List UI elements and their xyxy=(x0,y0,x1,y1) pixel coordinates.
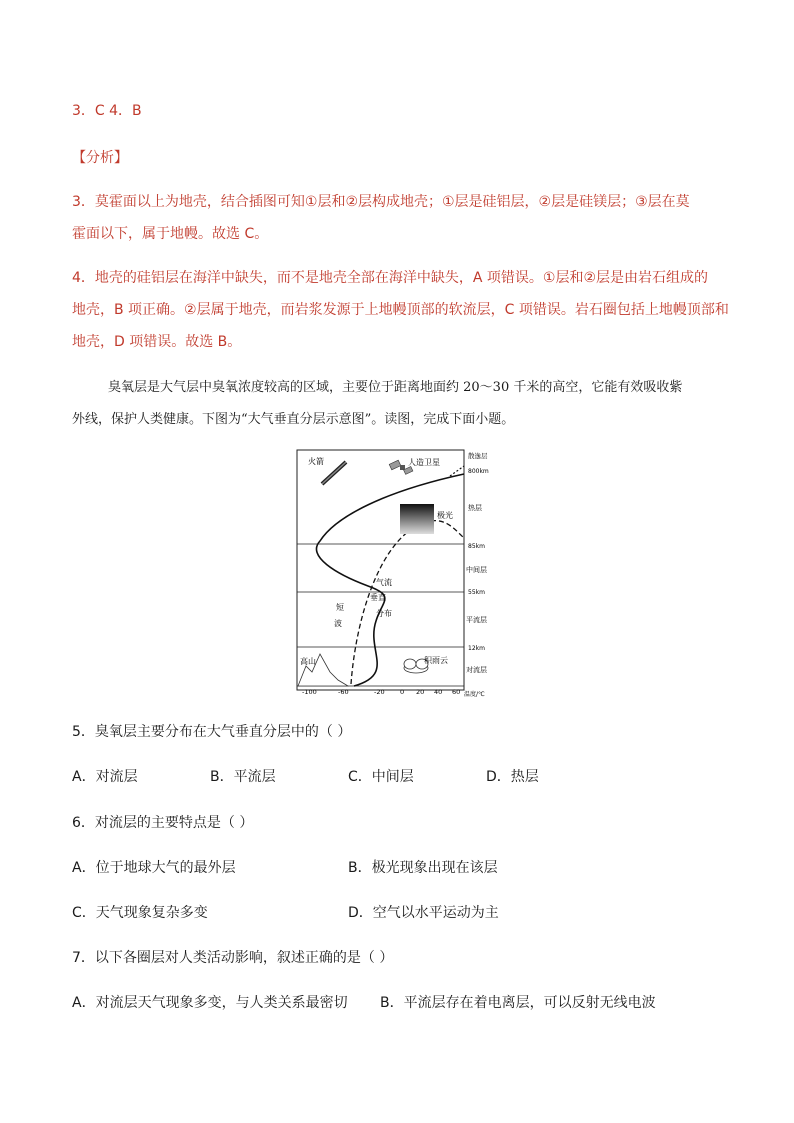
label-cloud: 积雨云 xyxy=(424,656,448,665)
q7-stem: 7．以下各圈层对人类活动影响，叙述正确的是（ ） xyxy=(72,950,394,966)
q6-option-a[interactable]: A．位于地球大气的最外层 xyxy=(72,860,236,876)
label-mountain: 高山 xyxy=(300,657,316,666)
label-airflow-1: 气流 xyxy=(376,578,392,587)
label-airflow-3: 分布 xyxy=(376,609,392,618)
q7-option-a[interactable]: A．对流层天气现象多变，与人类关系最密切 xyxy=(72,995,348,1011)
q5-stem: 5．臭氧层主要分布在大气垂直分层中的（ ） xyxy=(72,724,352,740)
x-unit: 温度/℃ xyxy=(464,691,485,698)
q5-option-a[interactable]: A．对流层 xyxy=(72,769,138,785)
label-shortwave-1: 短 xyxy=(336,603,344,612)
figure-frame xyxy=(297,450,464,690)
altitude-800km: 800km xyxy=(468,468,489,475)
x-tick: -100 xyxy=(302,688,317,696)
q6-option-b[interactable]: B．极光现象出现在该层 xyxy=(348,860,498,876)
q6-option-c[interactable]: C．天气现象复杂多变 xyxy=(72,905,208,921)
analysis-q3-line1: 3．莫霍面以上为地壳，结合插图可知①层和②层构成地壳；①层是硅铝层，②层是硅镁层；③层在莫 xyxy=(72,194,690,210)
layer-thermosphere: 热层 xyxy=(468,504,482,512)
x-tick: 20 xyxy=(416,688,425,696)
answer-key: 3．C 4．B xyxy=(72,103,142,119)
label-aurora: 极光 xyxy=(437,511,453,520)
x-tick: 40 xyxy=(434,688,443,696)
label-airflow-2: 垂直 xyxy=(370,593,386,602)
passage-line1: 臭氧层是大气层中臭氧浓度较高的区域，主要位于距离地面约 20～30 千米的高空，它能有效吸收紫 xyxy=(108,380,683,395)
analysis-heading: 【分析】 xyxy=(72,150,128,166)
passage-line2: 外线，保护人类健康。下图为“大气垂直分层示意图”。读图，完成下面小题。 xyxy=(72,412,515,427)
atmosphere-layers-figure xyxy=(296,446,500,700)
label-satellite: 人造卫星 xyxy=(408,458,440,467)
aurora-image xyxy=(400,504,434,534)
analysis-q3-line2: 霍面以下，属于地幔。故选 C。 xyxy=(72,226,269,242)
layer-troposphere: 对流层 xyxy=(466,666,487,674)
x-tick: 60 xyxy=(452,688,461,696)
q7-option-b[interactable]: B．平流层存在着电离层，可以反射无线电波 xyxy=(380,995,656,1011)
layer-stratosphere: 平流层 xyxy=(466,616,487,624)
altitude-85km: 85km xyxy=(468,543,485,550)
altitude-12km: 12km xyxy=(468,645,485,652)
q6-stem: 6．对流层的主要特点是（ ） xyxy=(72,815,254,831)
q5-option-d[interactable]: D．热层 xyxy=(486,769,539,785)
q5-option-c[interactable]: C．中间层 xyxy=(348,769,414,785)
layer-exosphere: 散逸层 xyxy=(468,452,488,460)
altitude-55km: 55km xyxy=(468,589,485,596)
q6-option-d[interactable]: D．空气以水平运动为主 xyxy=(348,905,499,921)
x-tick: 0 xyxy=(400,688,405,696)
label-rocket: 火箭 xyxy=(308,457,324,466)
q5-option-b[interactable]: B．平流层 xyxy=(210,769,276,785)
x-tick: -20 xyxy=(374,688,385,696)
analysis-q4-line2: 地壳，B 项正确。②层属于地壳，而岩浆发源于上地幔顶部的软流层，C 项错误。岩石圈包括上地幔顶部和 xyxy=(72,302,729,318)
analysis-q4-line3: 地壳，D 项错误。故选 B。 xyxy=(72,334,242,350)
label-shortwave-2: 波 xyxy=(334,619,342,628)
analysis-q4-line1: 4．地壳的硅铝层在海洋中缺失，而不是地壳全部在海洋中缺失，A 项错误。①层和②层是由岩石组成的 xyxy=(72,270,709,286)
x-tick: -60 xyxy=(338,688,349,696)
layer-mesosphere: 中间层 xyxy=(466,566,487,574)
